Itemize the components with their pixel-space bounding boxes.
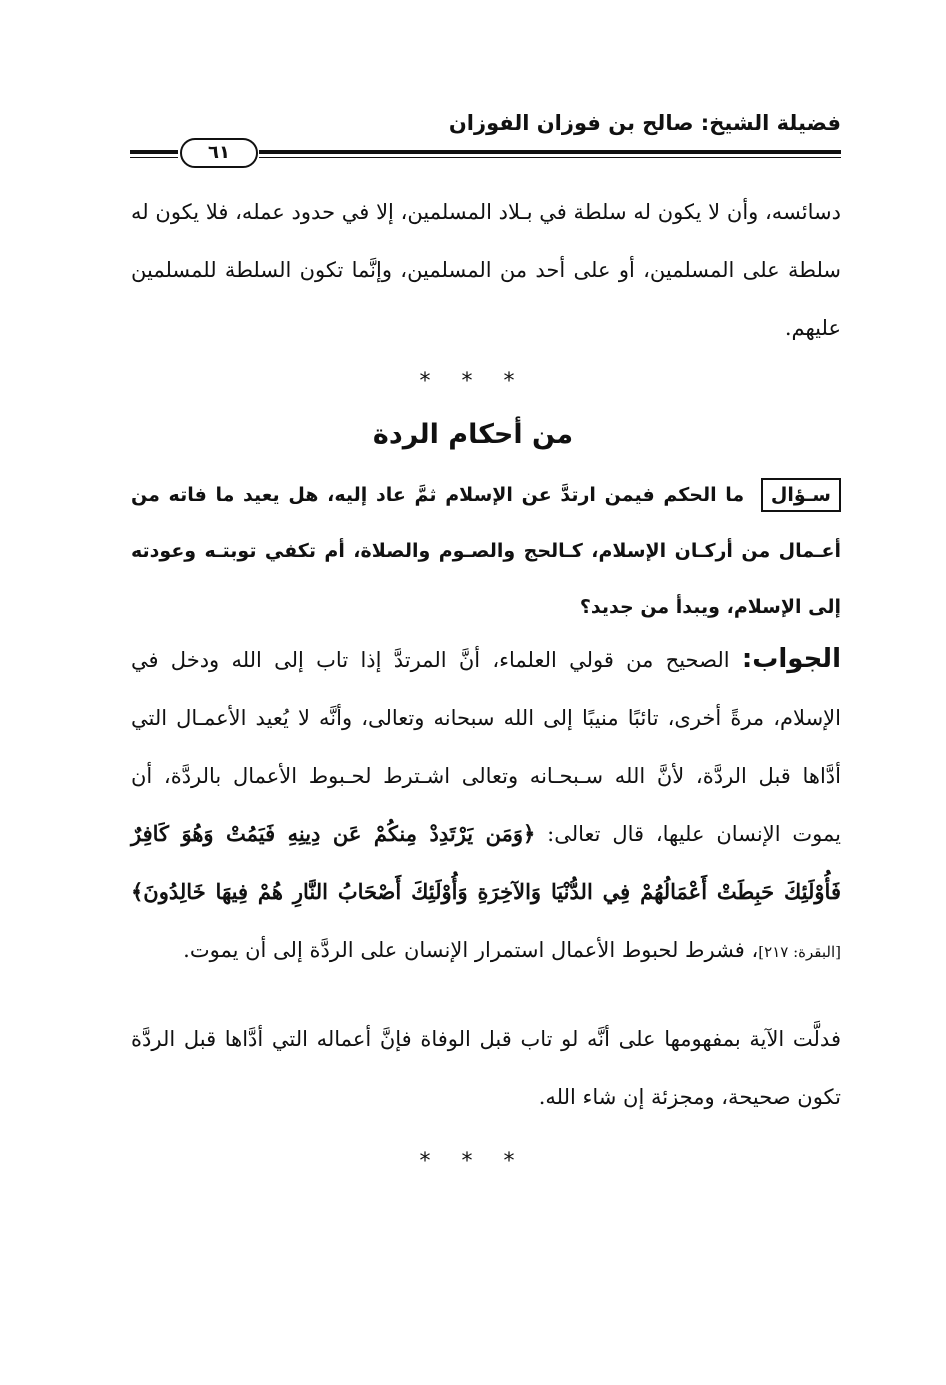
section-separator: * * * — [419, 369, 527, 394]
answer-text-continued: ، فشرط لحبوط الأعمال استمرار الإنسان على الردَّة إلى أن يموت. — [183, 938, 759, 962]
answer-paragraph — [131, 630, 841, 981]
answer-text: الصحيح من قولي العلماء، أنَّ المرتدَّ إذا تاب إلى الله ودخل في الإسلام، مرةً أخرى، تائبًا منيبًا إلى الله سبحانه وتعالى، وأنَّه لا يُعيد الأعمـال التي أدَّاها قبل الردَّة، لأنَّ الله سـبحـانه وتعالى اشـترط لحـبوط الأعمال بالردَّة، أن يموت الإنسان عليها، قال تعالى: — [131, 648, 841, 846]
quran-verse: ﴿وَمَن يَرْتَدِدْ مِنكُمْ عَن دِينِهِ فَيَمُتْ وَهُوَ كَافِرٌ فَأُوْلَئِكَ حَبِطَتْ أَعْمَالُهُمْ فِي الدُّنْيَا وَالآخِرَةِ وَأُوْلَئِكَ أَصْحَابُ النَّارِ هُمْ فِيهَا خَالِدُونَ﴾ — [131, 821, 841, 904]
question-paragraph — [131, 467, 841, 635]
page-number: ٦١ — [180, 138, 258, 168]
question-text: ما الحكم فيمن ارتدَّ عن الإسلام ثمَّ عاد إليه، هل يعيد ما فاته من أعـمال من أركـان الإسلام، كـالحج والصـوم والصلاة، أم تكفي توبتـه وعودته إلى الإسلام، ويبدأ من جديد؟ — [131, 484, 841, 618]
header-rule-left-thin — [130, 157, 178, 158]
header-rule-thick — [259, 150, 841, 154]
conclusion-paragraph: فدلَّت الآية بمفهومها على أنَّه لو تاب قبل الوفاة فإنَّ أعماله التي أدَّاها قبل الردَّة تكون صحيحة، ومجزئة إن شاء الله. — [131, 1027, 841, 1109]
question-label-box: سـؤال — [761, 478, 841, 512]
section-heading: من أحكام الردة — [372, 419, 574, 450]
intro-paragraph: دسائسه، وأن لا يكون له سلطة في بـلاد المسلمين، إلا في حدود عمله، فلا يكون له سلطة على المسلمين، أو على أحد من المسلمين، وإنَّما تكون السلطة للمسلمين عليهم. — [131, 200, 841, 340]
verse-reference: [البقرة: ٢١٧] — [758, 943, 841, 961]
header-rule-thin — [259, 157, 841, 158]
header-rule-left-thick — [130, 150, 178, 154]
answer-label: الجواب: — [741, 644, 841, 674]
end-separator: * * * — [419, 1149, 527, 1174]
running-header-title: فضيلة الشيخ: صالح بن فوزان الفوزان — [448, 111, 841, 135]
